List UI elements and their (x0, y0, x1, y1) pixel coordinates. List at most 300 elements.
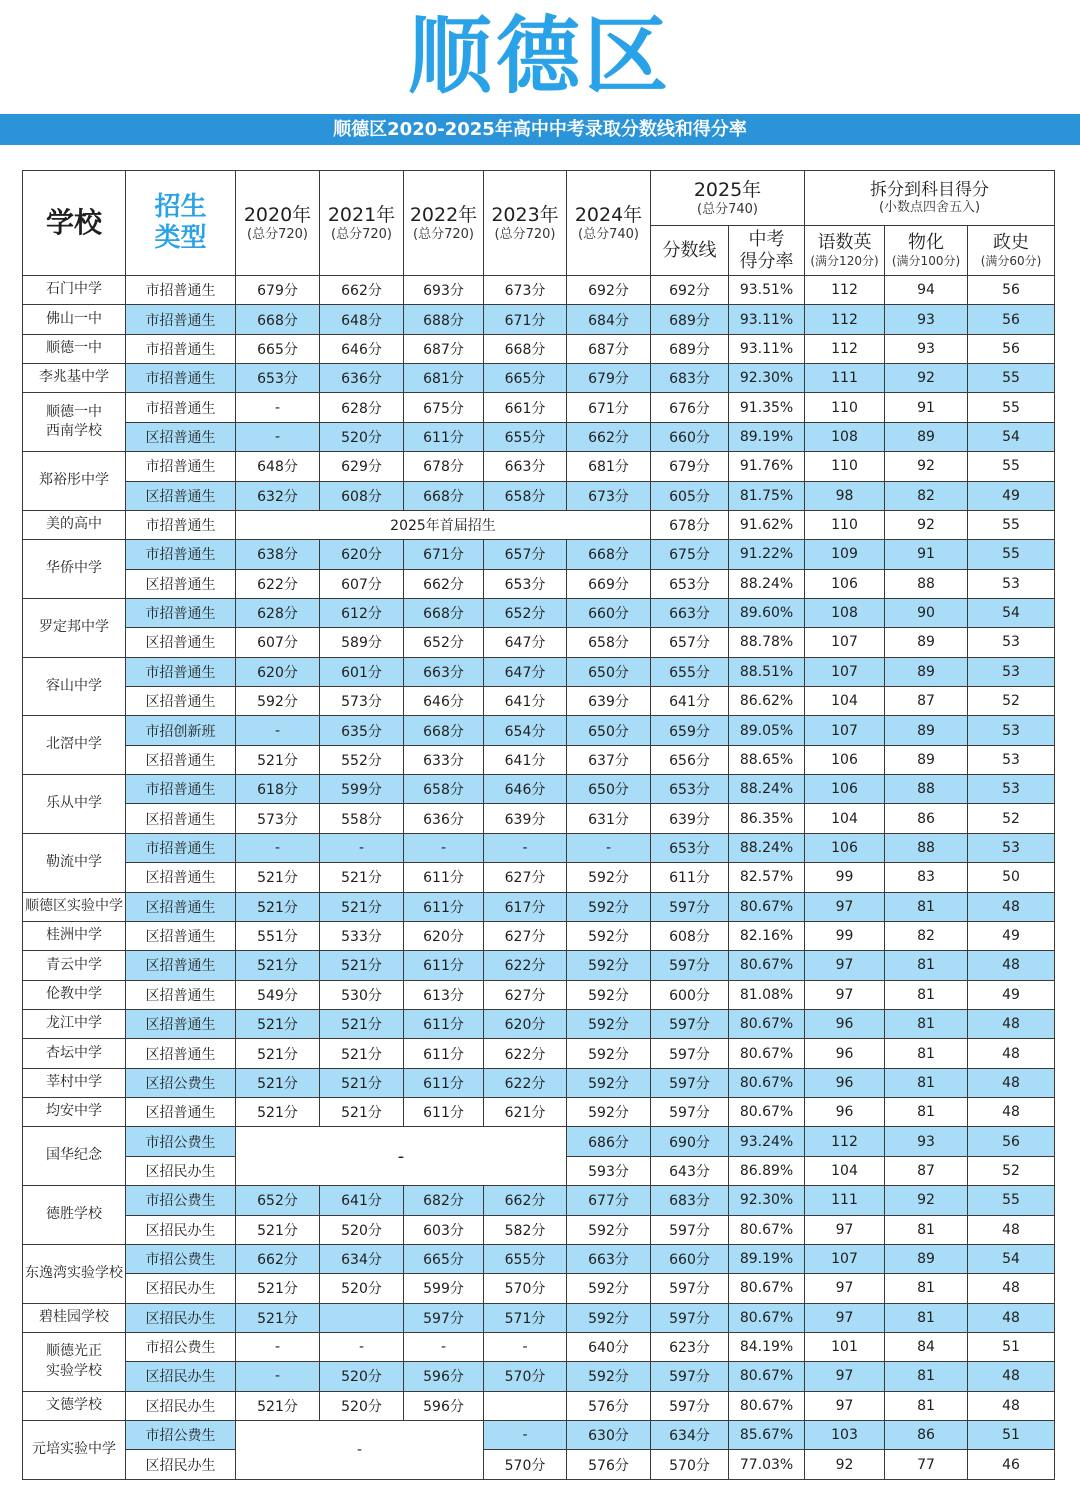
score-2020: 618分 (236, 775, 320, 804)
page-title: 顺德区 (407, 7, 672, 105)
score-2020: 521分 (236, 1009, 320, 1038)
merged-dash-cell: - (236, 1127, 567, 1186)
score-2024: 669分 (567, 569, 651, 598)
score-2023: - (484, 1332, 567, 1361)
type-cell: 市招普通生 (126, 334, 236, 363)
rate-cell: 89.19% (729, 422, 805, 451)
type-cell: 市招公费生 (126, 1127, 236, 1156)
header-2025: 2025年 (总分740) (651, 171, 805, 226)
cutoff-cell: 597分 (651, 1274, 729, 1303)
header-subjects: 拆分到科目得分 (小数点四舍五入) (805, 171, 1055, 226)
pc-cell: 90 (885, 598, 968, 627)
score-2020: 592分 (236, 687, 320, 716)
score-2020: 620分 (236, 657, 320, 686)
score-2021: 521分 (320, 1009, 404, 1038)
score-2024: 650分 (567, 657, 651, 686)
rate-cell: 88.78% (729, 628, 805, 657)
score-2022: 611分 (404, 1098, 484, 1127)
type-cell: 市招普通生 (126, 305, 236, 334)
score-2023: 622分 (484, 1039, 567, 1068)
score-2023: 652分 (484, 598, 567, 627)
score-2022: 596分 (404, 1362, 484, 1391)
table-row (23, 1332, 1055, 1361)
score-2022: 658分 (404, 775, 484, 804)
score-2020: 521分 (236, 1068, 320, 1097)
score-2024: 576分 (567, 1391, 651, 1420)
cme-cell: 112 (805, 1127, 885, 1156)
score-2023: 641分 (484, 745, 567, 774)
score-2020: 668分 (236, 305, 320, 334)
cutoff-cell: 653分 (651, 833, 729, 862)
school-cell: 东逸湾实验学校 (23, 1244, 126, 1303)
rate-cell: 88.24% (729, 833, 805, 862)
table-row (23, 1186, 1055, 1215)
score-2022: 687分 (404, 334, 484, 363)
cme-cell: 104 (805, 687, 885, 716)
rate-cell: 93.11% (729, 305, 805, 334)
score-2023: 657分 (484, 540, 567, 569)
rate-cell: 81.08% (729, 980, 805, 1009)
rate-cell: 93.51% (729, 276, 805, 305)
score-2022: - (404, 833, 484, 862)
type-cell: 区招普通生 (126, 1039, 236, 1068)
score-2020: 653分 (236, 364, 320, 393)
table-row (23, 775, 1055, 804)
school-cell: 桂洲中学 (23, 921, 126, 950)
cutoff-cell: 641分 (651, 687, 729, 716)
score-2022: 663分 (404, 657, 484, 686)
score-2022: 599分 (404, 1274, 484, 1303)
ph-cell: 52 (968, 687, 1055, 716)
rate-cell: 80.67% (729, 951, 805, 980)
score-2023: 639分 (484, 804, 567, 833)
school-cell: 郑裕彤中学 (23, 452, 126, 511)
cutoff-cell: 597分 (651, 1098, 729, 1127)
score-2022: 636分 (404, 804, 484, 833)
score-2022: 681分 (404, 364, 484, 393)
ph-cell: 53 (968, 775, 1055, 804)
score-2021: 521分 (320, 951, 404, 980)
type-cell: 市招普通生 (126, 657, 236, 686)
pc-cell: 89 (885, 745, 968, 774)
score-2022: - (404, 1332, 484, 1361)
score-2022: 611分 (404, 1039, 484, 1068)
score-2024: 679分 (567, 364, 651, 393)
score-2021: 520分 (320, 422, 404, 451)
score-2023: - (484, 1421, 567, 1450)
score-2023: 671分 (484, 305, 567, 334)
score-2023: 570分 (484, 1362, 567, 1391)
rate-cell: 91.35% (729, 393, 805, 422)
score-2021: 641分 (320, 1186, 404, 1215)
table-row (23, 452, 1055, 481)
rate-cell: 80.67% (729, 1098, 805, 1127)
rate-cell: 82.16% (729, 921, 805, 950)
score-2023: 673分 (484, 276, 567, 305)
cutoff-cell: 689分 (651, 334, 729, 363)
score-2020: 521分 (236, 892, 320, 921)
score-2023: 570分 (484, 1274, 567, 1303)
ph-cell: 48 (968, 892, 1055, 921)
cutoff-cell: 597分 (651, 1391, 729, 1420)
score-2024: 660分 (567, 598, 651, 627)
ph-cell: 52 (968, 1156, 1055, 1185)
ph-cell: 56 (968, 1127, 1055, 1156)
type-cell: 区招民办生 (126, 1274, 236, 1303)
cutoff-cell: 653分 (651, 569, 729, 598)
score-2021 (320, 1303, 404, 1332)
pc-cell: 84 (885, 1332, 968, 1361)
ph-cell: 54 (968, 1244, 1055, 1273)
score-2020: 521分 (236, 863, 320, 892)
score-2021: 629分 (320, 452, 404, 481)
cme-cell: 110 (805, 393, 885, 422)
table-row (23, 305, 1055, 334)
rate-cell: 88.24% (729, 569, 805, 598)
cutoff-cell: 600分 (651, 980, 729, 1009)
table-row (23, 510, 1055, 539)
cutoff-cell: 605分 (651, 481, 729, 510)
score-2023: 617分 (484, 892, 567, 921)
score-2022: 596分 (404, 1391, 484, 1420)
type-cell: 区招普通生 (126, 481, 236, 510)
school-cell: 碧桂园学校 (23, 1303, 126, 1332)
school-cell: 佛山一中 (23, 305, 126, 334)
ph-cell: 48 (968, 1215, 1055, 1244)
score-2024: 592分 (567, 1098, 651, 1127)
cutoff-cell: 657分 (651, 628, 729, 657)
ph-cell: 48 (968, 1274, 1055, 1303)
score-2024: 663分 (567, 1244, 651, 1273)
rate-cell: 80.67% (729, 1274, 805, 1303)
ph-cell: 54 (968, 422, 1055, 451)
ph-cell: 53 (968, 716, 1055, 745)
cme-cell: 106 (805, 775, 885, 804)
table-row (23, 481, 1055, 510)
score-2022: 688分 (404, 305, 484, 334)
score-2021: 521分 (320, 1039, 404, 1068)
rate-cell: 92.30% (729, 1186, 805, 1215)
table-row (23, 687, 1055, 716)
school-cell: 伦教中学 (23, 980, 126, 1009)
table-row (23, 833, 1055, 862)
ph-cell: 55 (968, 540, 1055, 569)
table-row (23, 1009, 1055, 1038)
score-2023: 627分 (484, 921, 567, 950)
cutoff-cell: 683分 (651, 1186, 729, 1215)
score-2020: 622分 (236, 569, 320, 598)
cme-cell: 97 (805, 1391, 885, 1420)
ph-cell: 52 (968, 804, 1055, 833)
pc-cell: 81 (885, 1274, 968, 1303)
pc-cell: 81 (885, 1009, 968, 1038)
cutoff-cell: 656分 (651, 745, 729, 774)
header-type: 招生 类型 (126, 171, 236, 276)
school-cell: 华侨中学 (23, 540, 126, 599)
table-row (23, 804, 1055, 833)
table-row (23, 628, 1055, 657)
cutoff-cell: 678分 (651, 510, 729, 539)
table-row (23, 569, 1055, 598)
score-2020: 521分 (236, 951, 320, 980)
cutoff-cell: 597分 (651, 1068, 729, 1097)
table-row (23, 334, 1055, 363)
score-2024: 592分 (567, 863, 651, 892)
cutoff-cell: 692分 (651, 276, 729, 305)
score-2023 (484, 1391, 567, 1420)
table-row (23, 863, 1055, 892)
score-2021: 521分 (320, 1098, 404, 1127)
pc-cell: 91 (885, 393, 968, 422)
type-cell: 区招民办生 (126, 1362, 236, 1391)
ph-cell: 53 (968, 745, 1055, 774)
cutoff-cell: 623分 (651, 1332, 729, 1361)
pc-cell: 91 (885, 540, 968, 569)
cutoff-cell: 597分 (651, 1362, 729, 1391)
school-cell: 龙江中学 (23, 1009, 126, 1038)
rate-cell: 80.67% (729, 1362, 805, 1391)
pc-cell: 89 (885, 1244, 968, 1273)
cutoff-cell: 655分 (651, 657, 729, 686)
score-2023: 620分 (484, 1009, 567, 1038)
score-2023: 662分 (484, 1186, 567, 1215)
score-2020: 521分 (236, 1039, 320, 1068)
table-row (23, 1127, 1055, 1156)
score-2023: 582分 (484, 1215, 567, 1244)
score-2024: 592分 (567, 1039, 651, 1068)
cme-cell: 104 (805, 1156, 885, 1185)
score-2022: 613分 (404, 980, 484, 1009)
school-cell: 德胜学校 (23, 1186, 126, 1245)
cme-cell: 110 (805, 452, 885, 481)
table-row (23, 276, 1055, 305)
type-cell: 区招普通生 (126, 745, 236, 774)
score-2021: 635分 (320, 716, 404, 745)
type-cell: 区招普通生 (126, 422, 236, 451)
header-2021: 2021年 (总分720) (320, 171, 404, 276)
score-2020: 632分 (236, 481, 320, 510)
pc-cell: 83 (885, 863, 968, 892)
score-2020: - (236, 833, 320, 862)
ph-cell: 55 (968, 510, 1055, 539)
score-2021: 521分 (320, 1068, 404, 1097)
pc-cell: 94 (885, 276, 968, 305)
table-row (23, 1039, 1055, 1068)
type-cell: 市招公费生 (126, 1186, 236, 1215)
score-2024: 631分 (567, 804, 651, 833)
score-2021: 558分 (320, 804, 404, 833)
cme-cell: 96 (805, 1009, 885, 1038)
subtitle-banner: 顺德区2020-2025年高中中考录取分数线和得分率 (0, 114, 1080, 145)
cutoff-cell: 597分 (651, 1303, 729, 1332)
score-2023: 668分 (484, 334, 567, 363)
type-cell: 市招公费生 (126, 1244, 236, 1273)
score-2021: 520分 (320, 1391, 404, 1420)
school-cell: 美的高中 (23, 510, 126, 539)
rate-cell: 91.62% (729, 510, 805, 539)
table-row (23, 1450, 1055, 1480)
pc-cell: 89 (885, 422, 968, 451)
score-2020: 662分 (236, 1244, 320, 1273)
score-2022: 668分 (404, 598, 484, 627)
table-row (23, 1391, 1055, 1420)
rate-cell: 80.67% (729, 892, 805, 921)
pc-cell: 87 (885, 1156, 968, 1185)
pc-cell: 92 (885, 364, 968, 393)
table-row (23, 921, 1055, 950)
cutoff-cell: 608分 (651, 921, 729, 950)
ph-cell: 48 (968, 1362, 1055, 1391)
cutoff-cell: 597分 (651, 951, 729, 980)
ph-cell: 56 (968, 276, 1055, 305)
school-cell: 石门中学 (23, 276, 126, 305)
cme-cell: 104 (805, 804, 885, 833)
score-2021: 589分 (320, 628, 404, 657)
score-2021: 520分 (320, 1274, 404, 1303)
rate-cell: 80.67% (729, 1303, 805, 1332)
score-2023: 647分 (484, 628, 567, 657)
cutoff-cell: 597分 (651, 892, 729, 921)
cme-cell: 107 (805, 1244, 885, 1273)
score-2024: 639分 (567, 687, 651, 716)
rate-cell: 84.19% (729, 1332, 805, 1361)
score-2020: 573分 (236, 804, 320, 833)
cme-cell: 107 (805, 628, 885, 657)
type-cell: 区招普通生 (126, 863, 236, 892)
merged-note-cell: 2025年首届招生 (236, 510, 651, 539)
pc-cell: 81 (885, 1068, 968, 1097)
pc-cell: 81 (885, 1303, 968, 1332)
ph-cell: 48 (968, 1303, 1055, 1332)
cme-cell: 107 (805, 716, 885, 745)
score-2020: 551分 (236, 921, 320, 950)
cutoff-cell: 570分 (651, 1450, 729, 1480)
school-cell: 文德学校 (23, 1391, 126, 1420)
school-cell: 顺德一中 (23, 334, 126, 363)
table-row (23, 1215, 1055, 1244)
type-cell: 市招普通生 (126, 775, 236, 804)
ph-cell: 55 (968, 1186, 1055, 1215)
school-cell: 国华纪念 (23, 1127, 126, 1186)
cme-cell: 96 (805, 1039, 885, 1068)
score-2022: 633分 (404, 745, 484, 774)
header-2022: 2022年 (总分720) (404, 171, 484, 276)
cme-cell: 99 (805, 863, 885, 892)
ph-cell: 54 (968, 598, 1055, 627)
table-row (23, 1244, 1055, 1273)
rate-cell: 92.30% (729, 364, 805, 393)
score-2021: 573分 (320, 687, 404, 716)
rate-cell: 81.75% (729, 481, 805, 510)
type-cell: 市招公费生 (126, 1421, 236, 1450)
cutoff-cell: 597分 (651, 1039, 729, 1068)
score-2024: 684分 (567, 305, 651, 334)
cme-cell: 97 (805, 1274, 885, 1303)
score-2023: 621分 (484, 1098, 567, 1127)
school-cell: 容山中学 (23, 657, 126, 716)
cme-cell: 97 (805, 892, 885, 921)
score-2024: - (567, 833, 651, 862)
rate-cell: 77.03% (729, 1450, 805, 1480)
score-2024: 692分 (567, 276, 651, 305)
score-2020: - (236, 1362, 320, 1391)
score-2021: 662分 (320, 276, 404, 305)
score-2020: 628分 (236, 598, 320, 627)
score-2024: 592分 (567, 1009, 651, 1038)
pc-cell: 81 (885, 1391, 968, 1420)
score-2020: 521分 (236, 745, 320, 774)
table-row (23, 951, 1055, 980)
ph-cell: 51 (968, 1332, 1055, 1361)
table-row (23, 1274, 1055, 1303)
score-2021: 636分 (320, 364, 404, 393)
type-cell: 区招普通生 (126, 569, 236, 598)
type-cell: 区招民办生 (126, 1303, 236, 1332)
score-2021: 608分 (320, 481, 404, 510)
cutoff-cell: 660分 (651, 1244, 729, 1273)
score-table (22, 170, 1055, 1480)
pc-cell: 77 (885, 1450, 968, 1480)
score-2022: 611分 (404, 863, 484, 892)
score-2024: 658分 (567, 628, 651, 657)
type-cell: 区招公费生 (126, 1068, 236, 1097)
score-2024: 671分 (567, 393, 651, 422)
header-school: 学校 (23, 171, 126, 276)
cutoff-cell: 639分 (651, 804, 729, 833)
pc-cell: 89 (885, 716, 968, 745)
type-cell: 市招普通生 (126, 276, 236, 305)
cme-cell: 98 (805, 481, 885, 510)
type-cell: 区招普通生 (126, 921, 236, 950)
rate-cell: 91.22% (729, 540, 805, 569)
type-cell: 市招普通生 (126, 452, 236, 481)
cme-cell: 96 (805, 1098, 885, 1127)
score-2020: 521分 (236, 1274, 320, 1303)
score-2021: 599分 (320, 775, 404, 804)
type-cell: 区招普通生 (126, 980, 236, 1009)
score-2024: 640分 (567, 1332, 651, 1361)
pc-cell: 93 (885, 1127, 968, 1156)
cme-cell: 112 (805, 305, 885, 334)
cme-cell: 108 (805, 598, 885, 627)
rate-cell: 80.67% (729, 1215, 805, 1244)
score-2024: 687分 (567, 334, 651, 363)
cutoff-cell: 643分 (651, 1156, 729, 1185)
cme-cell: 111 (805, 1186, 885, 1215)
rate-cell: 88.65% (729, 745, 805, 774)
score-2020: 665分 (236, 334, 320, 363)
score-2020: 638分 (236, 540, 320, 569)
ph-cell: 56 (968, 305, 1055, 334)
score-2023: 570分 (484, 1450, 567, 1480)
ph-cell: 51 (968, 1421, 1055, 1450)
score-2022: 646分 (404, 687, 484, 716)
pc-cell: 88 (885, 833, 968, 862)
score-2024: 592分 (567, 1274, 651, 1303)
score-2020: 521分 (236, 1303, 320, 1332)
school-cell: 顺德光正 实验学校 (23, 1332, 126, 1391)
type-cell: 区招民办生 (126, 1391, 236, 1420)
score-2024: 592分 (567, 892, 651, 921)
score-2022: 682分 (404, 1186, 484, 1215)
rate-cell: 89.19% (729, 1244, 805, 1273)
pc-cell: 92 (885, 510, 968, 539)
score-2022: 671分 (404, 540, 484, 569)
table-row (23, 980, 1055, 1009)
score-2024: 662分 (567, 422, 651, 451)
pc-cell: 86 (885, 1421, 968, 1450)
score-2021: 607分 (320, 569, 404, 598)
